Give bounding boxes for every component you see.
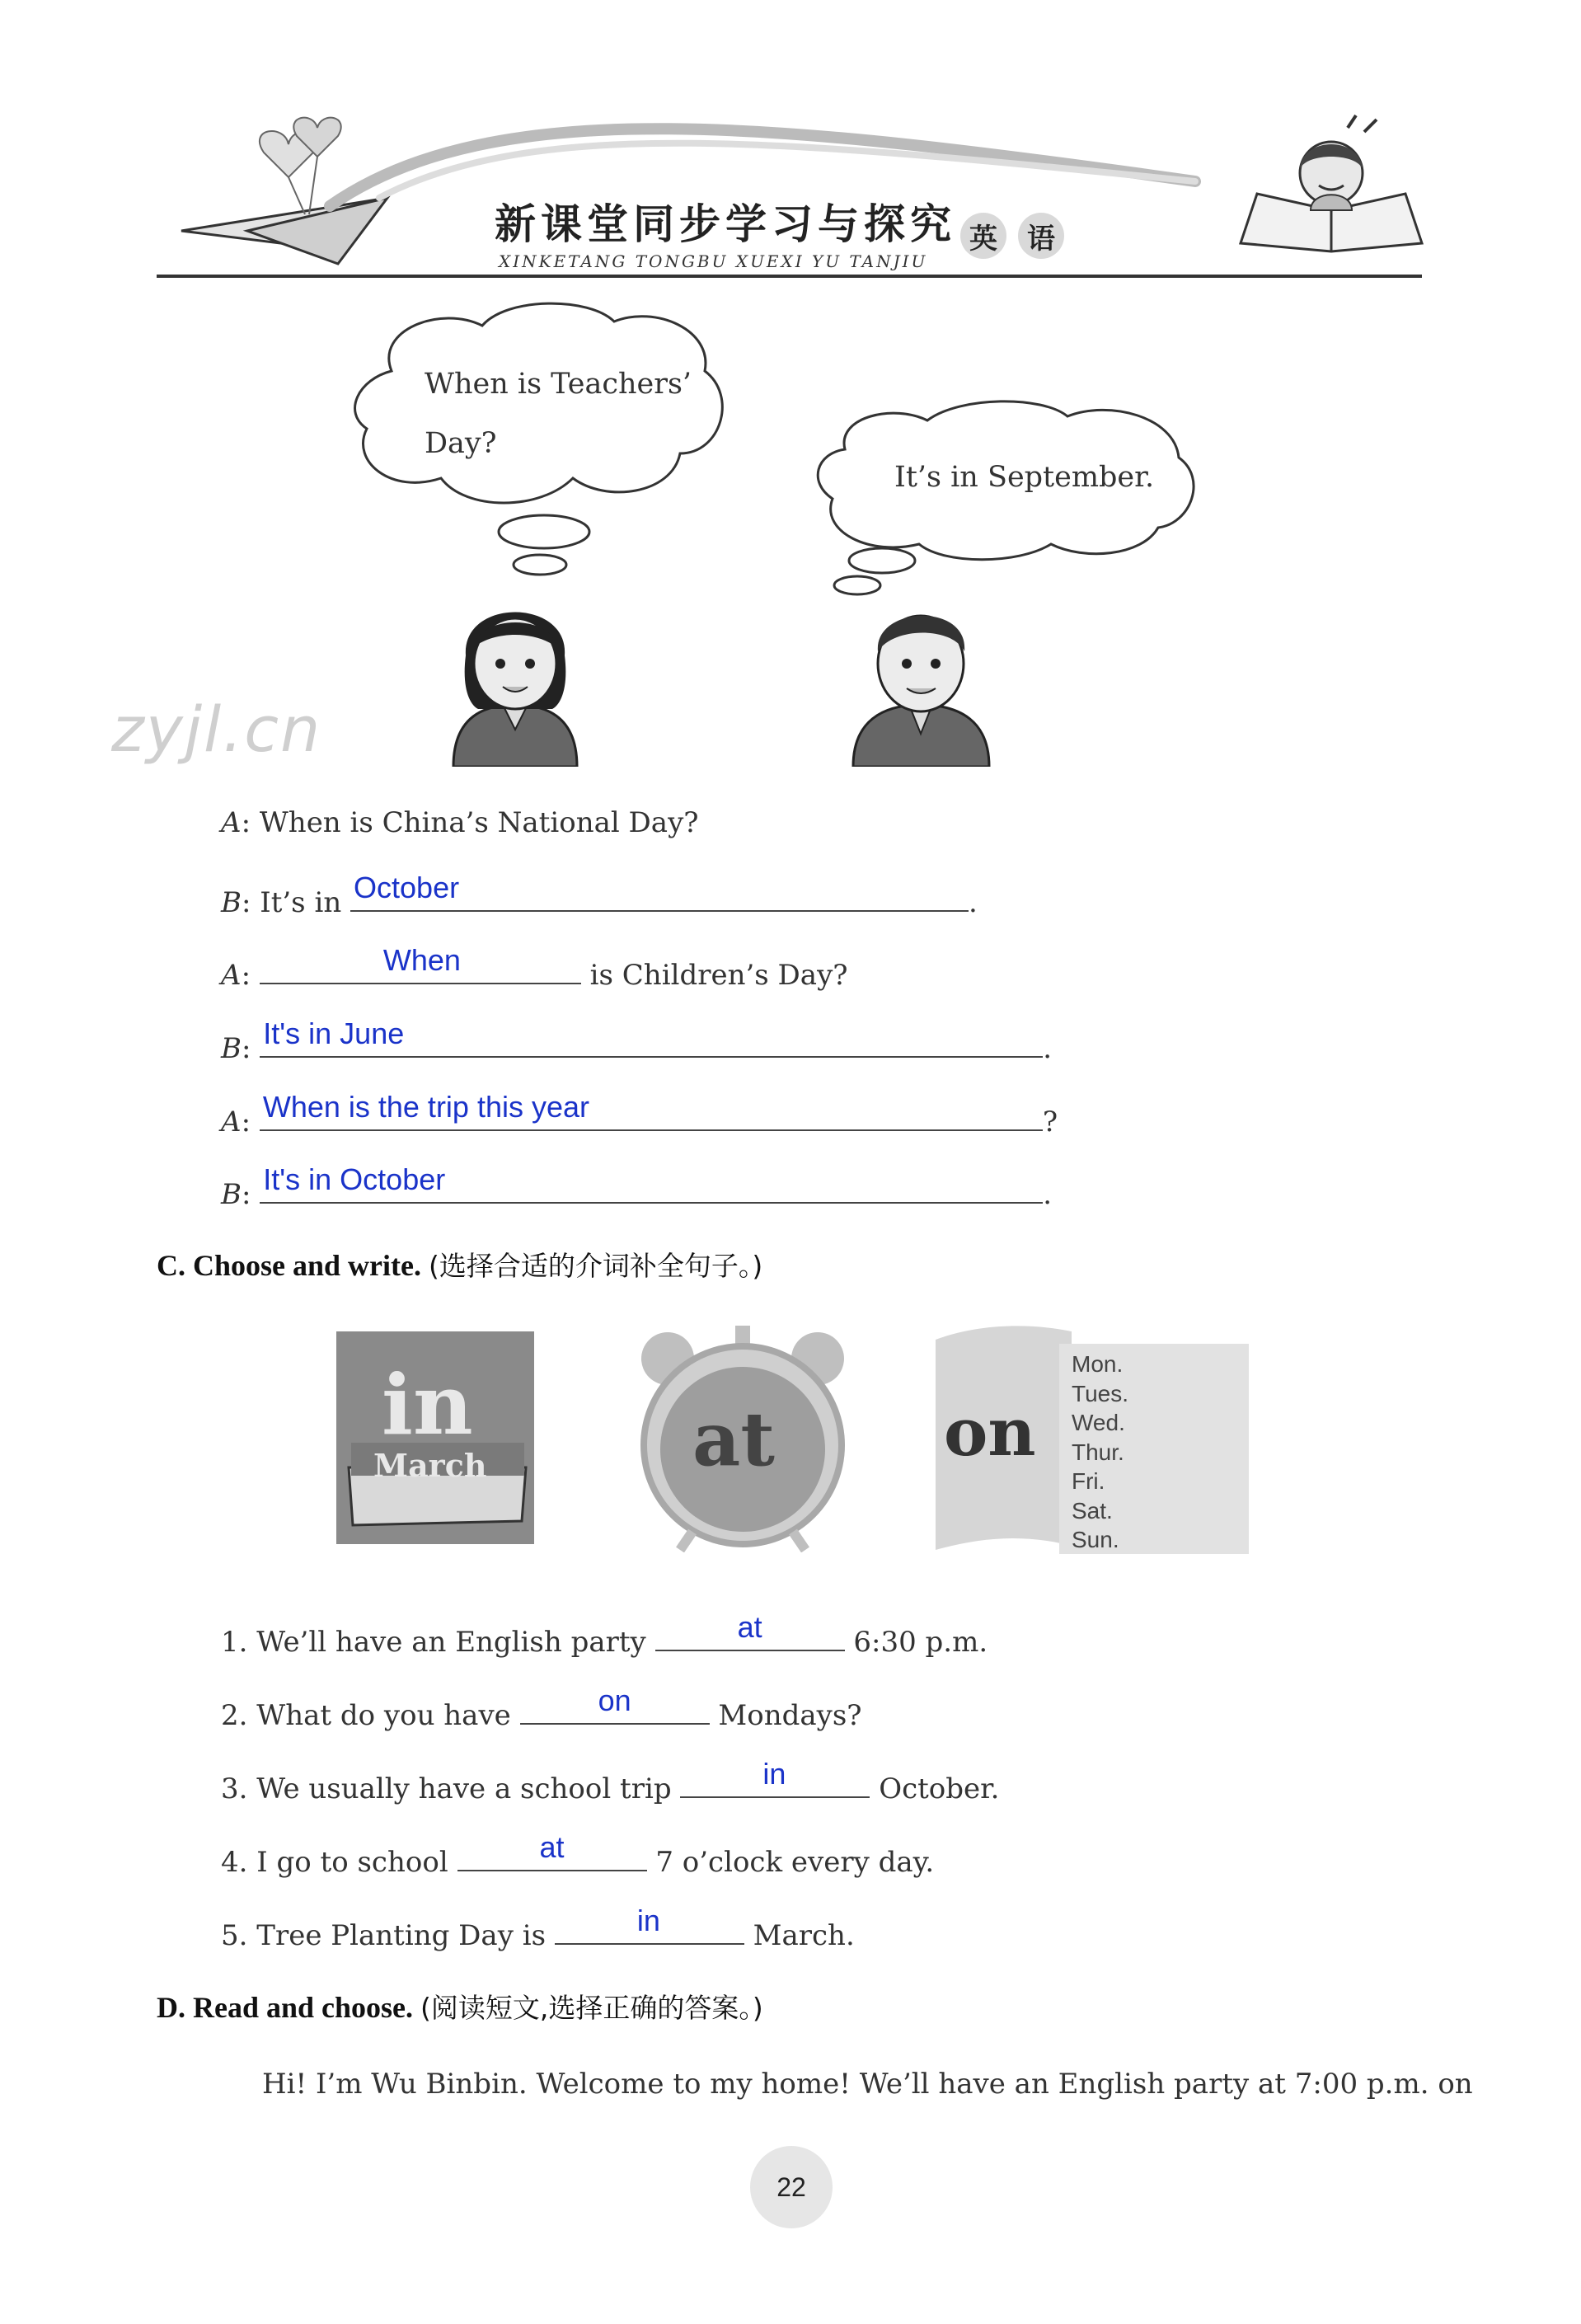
girl-reading-illustration <box>1232 111 1430 256</box>
section-d-instruction: (阅读短文,选择正确的答案。) <box>420 1992 763 2024</box>
question-text: We usually have a school trip <box>256 1772 672 1805</box>
question-number: 4. <box>221 1846 248 1879</box>
line-end: . <box>1043 1032 1053 1065</box>
question-text-end: 7 o’clock every day. <box>655 1846 935 1879</box>
card-in-word: in <box>382 1356 473 1453</box>
subject-badge: 语 <box>1018 213 1064 259</box>
answer-blank[interactable] <box>555 1904 744 1945</box>
question-text: What do you have <box>256 1699 511 1732</box>
speaker-label: A <box>221 959 242 992</box>
answer-blank[interactable] <box>260 1090 1043 1131</box>
dialogue-text: It’s in <box>260 886 342 919</box>
dialogue-line-2: B: It’s in October . <box>221 871 978 919</box>
question-text-end: March. <box>753 1919 855 1952</box>
speaker-label: B <box>221 1032 242 1065</box>
weekday-item: Thur. <box>1072 1439 1124 1465</box>
answer-blank[interactable] <box>260 1162 1043 1204</box>
weekday-item: Mon. <box>1072 1351 1124 1377</box>
subject-badge: 英 <box>960 213 1006 259</box>
question-text: I go to school <box>256 1846 448 1879</box>
handwritten-answer: at <box>737 1610 762 1644</box>
girl-thought-bubble <box>342 297 738 577</box>
answer-blank[interactable] <box>520 1683 710 1725</box>
answer-blank[interactable] <box>457 1830 647 1871</box>
header-rule <box>157 275 1422 278</box>
book-subtitle: XINKETANG TONGBU XUEXI YU TANJIU <box>499 251 928 271</box>
weekday-item: Tues. <box>1072 1380 1128 1406</box>
handwritten-answer: October <box>354 871 460 904</box>
section-c-heading <box>157 1245 762 1284</box>
section-d-heading <box>157 1987 763 2026</box>
boy-illustration <box>845 581 997 767</box>
question-number: 3. <box>221 1772 248 1805</box>
section-c-title: C. Choose and write. <box>157 1249 421 1282</box>
question-5 <box>221 1904 855 1952</box>
handwritten-answer: It's in June <box>263 1016 405 1050</box>
line-end: . <box>1043 1178 1053 1211</box>
card-on-week <box>931 1323 1253 1554</box>
question-text: Tree Planting Day is <box>256 1919 547 1952</box>
book-title: 新课堂同步学习与探究 <box>495 200 956 248</box>
card-at-word: at <box>692 1396 775 1483</box>
question-text-end: October. <box>879 1772 1000 1805</box>
question-text-end: Mondays? <box>718 1699 862 1732</box>
dialogue-text: is Children’s Day? <box>589 959 848 992</box>
weekday-item: Sat. <box>1072 1497 1113 1524</box>
speaker-label: A <box>221 806 242 839</box>
weekday-list <box>1072 1350 1128 1555</box>
speaker-label: A <box>221 1106 242 1139</box>
weekday-item: Wed. <box>1072 1410 1125 1435</box>
answer-blank[interactable] <box>350 871 969 912</box>
weekday-item: Sun. <box>1072 1527 1119 1552</box>
speaker-label: B <box>221 1178 242 1211</box>
passage-text: Hi! I’m Wu Binbin. Welcome to my home! We’ll have an English party at 7:00 p.m. on <box>262 2068 1473 2101</box>
handwritten-answer: on <box>598 1683 631 1717</box>
page-number: 22 <box>750 2146 833 2228</box>
question-1 <box>221 1610 988 1659</box>
handwritten-answer: When is the trip this year <box>262 1090 590 1124</box>
handwritten-answer: at <box>539 1830 565 1864</box>
answer-blank[interactable] <box>655 1610 845 1651</box>
speaker-label: B <box>221 886 242 919</box>
card-at-clock <box>635 1326 851 1552</box>
answer-blank[interactable] <box>680 1757 870 1798</box>
line-end: . <box>969 886 978 919</box>
boy-bubble-text: It’s in September. <box>894 461 1155 494</box>
question-3 <box>221 1757 1000 1805</box>
dialogue-line-4: B: It's in June . <box>221 1016 1053 1065</box>
handwritten-answer: in <box>762 1757 786 1791</box>
girl-illustration <box>445 581 585 767</box>
question-number: 2. <box>221 1699 248 1732</box>
question-number: 1. <box>221 1626 248 1659</box>
dialogue-line-1: A: When is China’s National Day? <box>221 806 699 839</box>
line-end: ? <box>1042 1106 1058 1139</box>
watermark-text: zyjl.cn <box>111 693 322 766</box>
weekday-item: Fri. <box>1072 1468 1105 1494</box>
question-text: We’ll have an English party <box>256 1626 646 1659</box>
dialogue-text: When is China’s National Day? <box>259 806 699 839</box>
handwritten-answer: in <box>636 1904 660 1937</box>
card-in-month: March <box>373 1447 487 1484</box>
handwritten-answer: It's in October <box>263 1162 446 1196</box>
question-text-end: 6:30 p.m. <box>853 1626 988 1659</box>
section-d-title: D. Read and choose. <box>157 1991 414 2024</box>
question-2 <box>221 1683 862 1732</box>
dialogue-line-3: A: When is Children’s Day? <box>221 943 848 992</box>
section-c-instruction: (选择合适的介词补全句子。) <box>429 1250 763 1282</box>
girl-bubble-line-2: Day? <box>425 427 497 460</box>
question-4 <box>221 1830 935 1879</box>
dialogue-line-6: B: It's in October . <box>221 1162 1053 1211</box>
answer-blank[interactable] <box>260 1016 1043 1058</box>
dialogue-line-5: A: When is the trip this year ? <box>221 1090 1058 1139</box>
card-on-word: on <box>944 1393 1036 1471</box>
boy-thought-bubble <box>804 400 1216 598</box>
question-number: 5. <box>221 1919 248 1952</box>
handwritten-answer: When <box>382 943 461 977</box>
girl-bubble-line-1: When is Teachers’ <box>425 368 692 401</box>
answer-blank[interactable] <box>260 943 581 984</box>
card-in-march <box>336 1331 538 1547</box>
